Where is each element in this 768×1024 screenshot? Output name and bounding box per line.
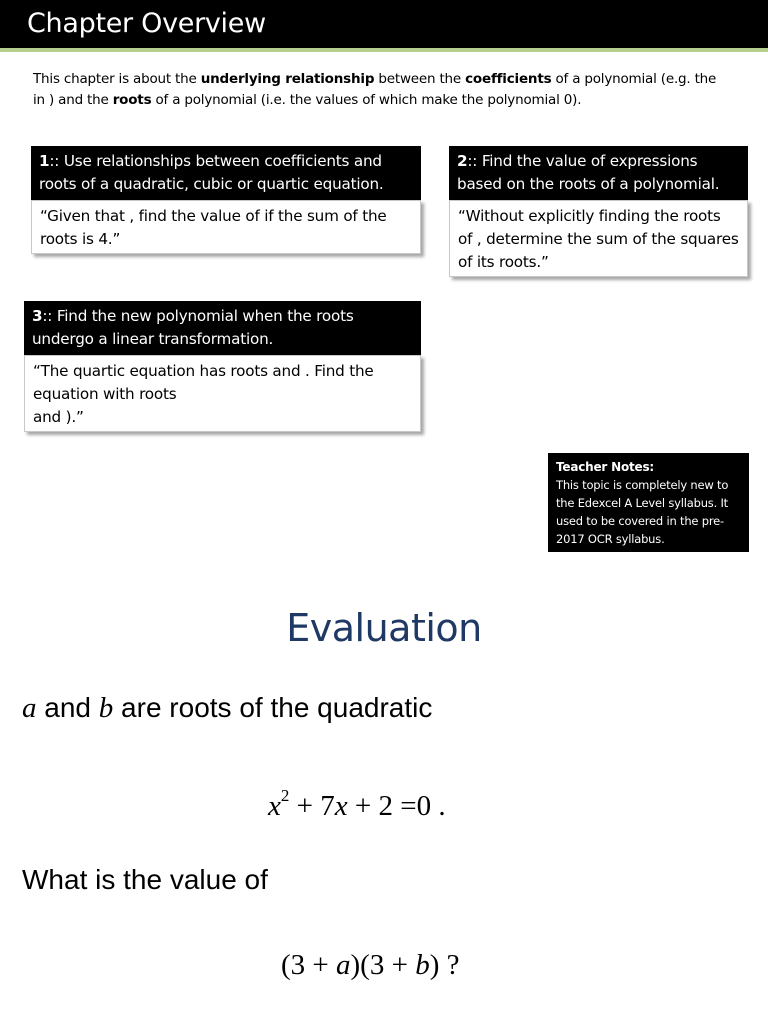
roots-text: are roots of the quadratic (113, 692, 433, 723)
eq-exponent: 2 (280, 786, 290, 805)
intro-paragraph (33, 69, 723, 111)
eq-x-2: x (334, 790, 348, 822)
page-title: Chapter Overview (27, 8, 266, 39)
objective-heading-1 (31, 146, 421, 200)
objective-example-3-line-1: “The quartic equation has roots and . Find the equation with roots (33, 362, 374, 403)
objective-example-1: “Given that , find the value of if the sum of the roots is 4.” (31, 200, 421, 254)
eq-period: . (431, 790, 446, 822)
evaluation-title: Evaluation (286, 606, 482, 650)
objective-heading-2 (449, 146, 748, 200)
teacher-notes-title: Teacher Notes: (556, 460, 655, 474)
and-text: and (36, 692, 99, 723)
objective-card-1 (31, 146, 421, 254)
objective-heading-text-3: :: Find the new polynomial when the roots undergo a linear transformation. (32, 307, 354, 348)
objective-card-2 (449, 146, 748, 277)
objective-heading-text-1: :: Use relationships between coefficients and roots of a quadratic, cubic or quartic equation. (39, 152, 384, 193)
intro-text-4: of a polynomial (i.e. the values of which make the polynomial 0). (151, 92, 582, 108)
header-bar (0, 0, 768, 48)
intro-text-3: of a polynomial (e.g. the in ) and the (33, 71, 717, 108)
objective-heading-3 (24, 301, 421, 355)
eq-plus-7: + 7 (289, 790, 335, 822)
var-a: a (22, 692, 37, 724)
objective-example-2: “Without explicitly finding the roots of , determine the sum of the squares of its roots.” (449, 200, 748, 277)
question-text: What is the value of (22, 864, 268, 895)
quadratic-equation (268, 776, 446, 826)
eq-rest: + 2 =0 (347, 790, 432, 822)
intro-bold-2: coefficients (465, 71, 552, 87)
expr-mid: )(3 + (350, 949, 416, 981)
expr-a: a (336, 949, 351, 981)
intro-text-1: This chapter is about the (33, 71, 201, 87)
var-b: b (98, 692, 114, 724)
intro-text-2: between the (374, 71, 466, 87)
teacher-notes-box (548, 453, 749, 552)
roots-statement (22, 690, 432, 726)
teacher-notes-text: This topic is completely new to the Edexcel A Level syllabus. It used to be covered in the pre-2017 OCR syllabus. (556, 478, 729, 546)
eq-x: x (268, 790, 281, 822)
objective-card-3 (24, 301, 421, 432)
intro-bold-1: underlying relationship (200, 71, 375, 87)
objective-number-1: 1 (39, 152, 50, 170)
expression (281, 945, 459, 985)
objective-number-3: 3 (32, 307, 43, 325)
objective-example-3-line-2: and ).” (33, 408, 84, 426)
objective-heading-text-2: :: Find the value of expressions based on the roots of a polynomial. (457, 152, 720, 193)
expr-b: b (415, 949, 430, 981)
objective-number-2: 2 (457, 152, 468, 170)
header-accent-rule (0, 48, 768, 52)
objective-example-3 (24, 355, 421, 432)
expr-close: ) (429, 949, 440, 981)
expr-open: (3 + (281, 949, 337, 981)
intro-bold-3: roots (112, 92, 152, 108)
expr-question-mark: ? (439, 949, 460, 981)
